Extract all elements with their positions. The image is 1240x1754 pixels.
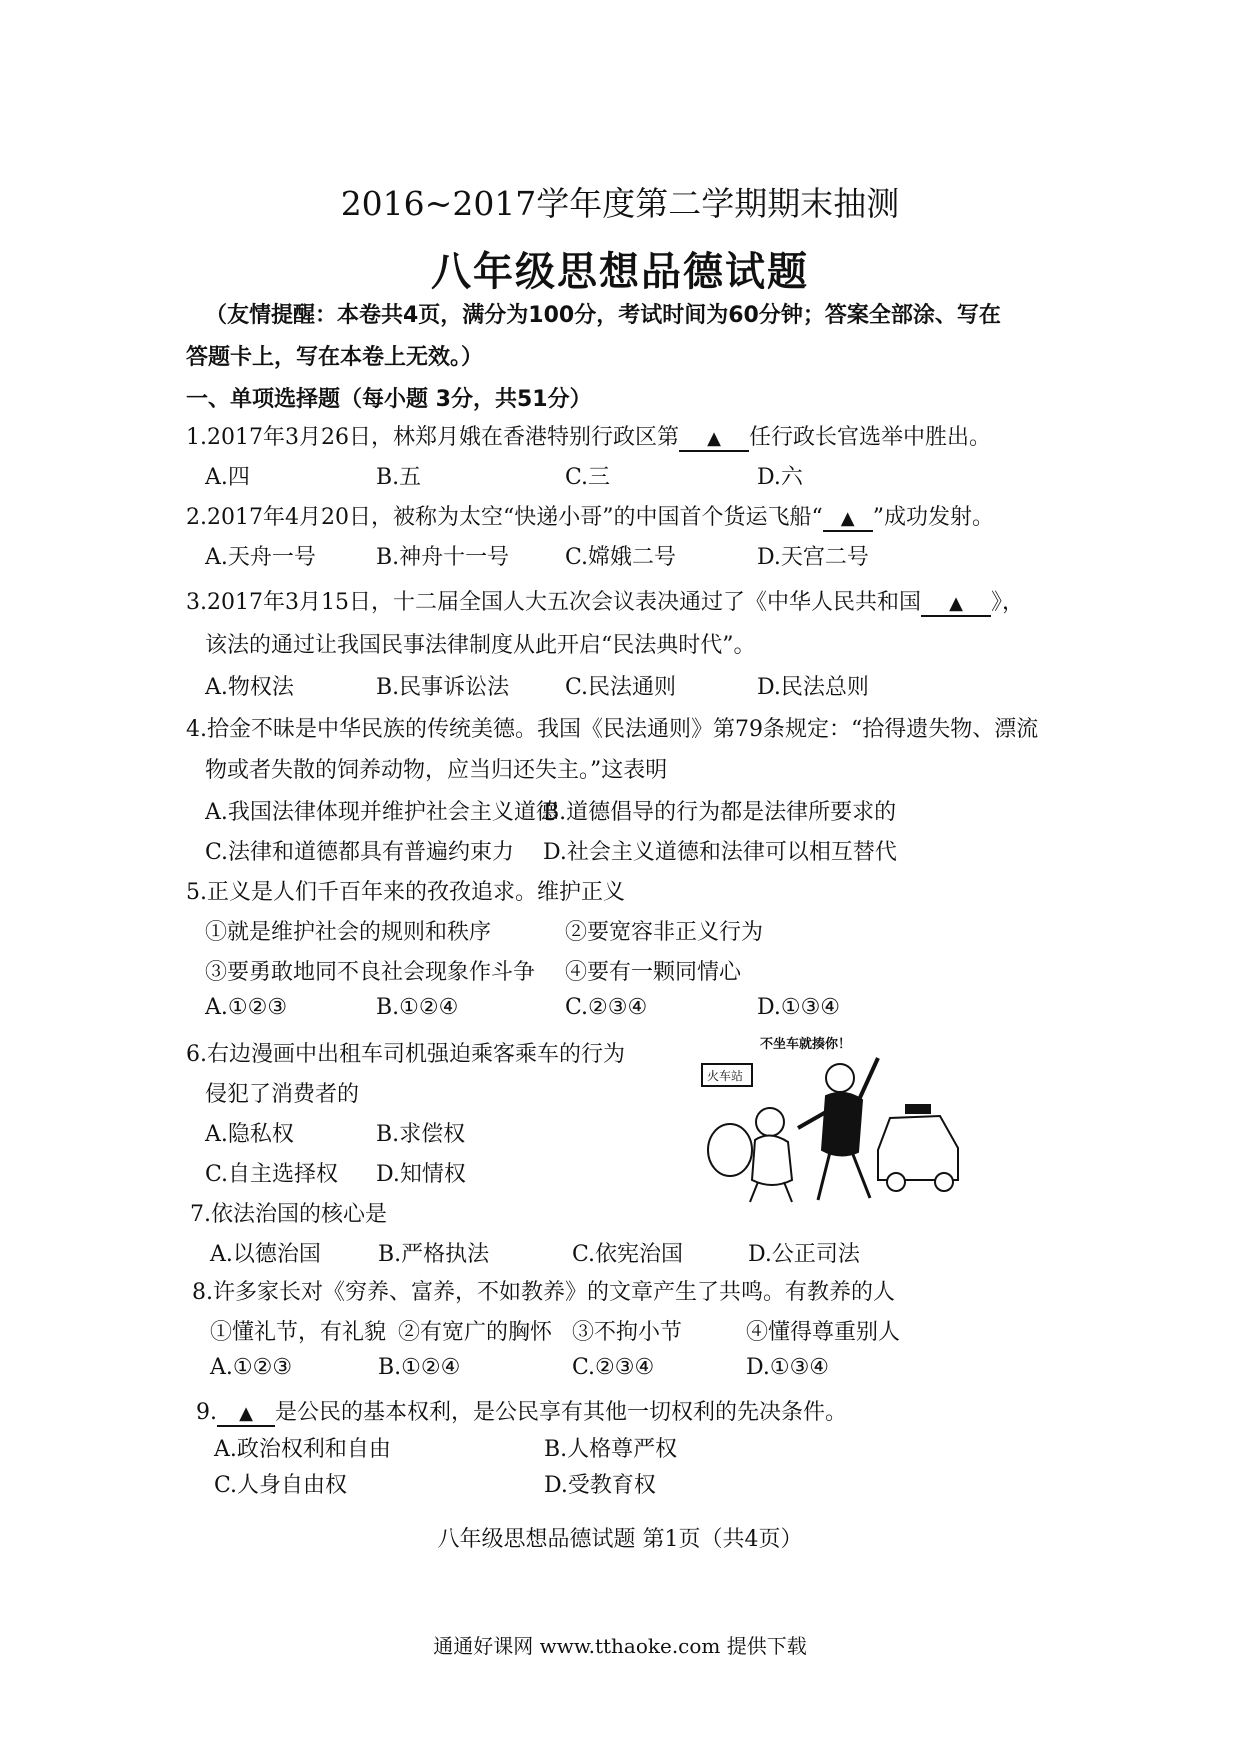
statement-3: ③不拘小节 [572,1320,683,1345]
statement-4: ④要有一颗同情心 [565,960,742,985]
option-b: B.①②④ [378,1355,461,1380]
option-d: D.公正司法 [748,1242,860,1267]
question-1 [186,420,991,452]
question-2-text-start: 2.2017年4月20日，被称为太空“快递小哥”的中国首个货运飞船“ [186,505,823,530]
taxi-wheel [935,1173,953,1191]
question-1-text-start: 1.2017年3月26日，林郑月娥在香港特别行政区第 [186,425,679,450]
exam-subtitle: 八年级思想品德试题 [431,249,809,295]
taxi-cartoon-illustration [700,1030,960,1210]
question-3 [186,585,1024,617]
option-b: B.严格执法 [378,1242,490,1267]
question-2-text-end: ”成功发射。 [872,505,994,530]
question-3-text-start: 3.2017年3月15日，十二届全国人大五次会议表决通过了《中华人民共和国 [186,590,921,615]
option-c: C.②③④ [572,1355,655,1380]
section-title: 一、单项选择题（每小题 3分，共51分） [186,387,592,412]
option-c: C.法律和道德都具有普遍约束力 [205,840,515,865]
option-a: A.政治权利和自由 [214,1437,391,1462]
taxi-wheel [887,1173,905,1191]
page-footer: 八年级思想品德试题 第1页（共4页） [437,1527,803,1552]
option-d: D.天宫二号 [757,545,869,570]
option-a: A.我国法律体现并维护社会主义道德 [205,800,558,825]
blank-triangle-icon: ▲ [707,428,721,449]
question-6: 6.右边漫画中出租车司机强迫乘客乘车的行为 [186,1042,625,1067]
answer-blank [921,590,991,617]
question-9-text: 是公民的基本权利，是公民享有其他一切权利的先决条件。 [275,1400,848,1425]
option-b: B.神舟十一号 [376,545,510,570]
station-sign-label: 火车站 [707,1069,744,1083]
statement-2: ②有宽广的胸怀 [398,1320,553,1345]
option-b: B.人格尊严权 [544,1437,678,1462]
cartoon-caption: 不坐车就揍你！ [760,1037,852,1052]
exam-title: 2016~2017学年度第二学期期末抽测 [340,184,900,223]
blank-triangle-icon: ▲ [949,593,963,614]
answer-blank [217,1400,275,1427]
statement-1: ①就是维护社会的规则和秩序 [205,920,492,945]
question-7: 7.依法治国的核心是 [190,1202,387,1227]
question-8: 8.许多家长对《穷养、富养，不如教养》的文章产生了共鸣。有教养的人 [192,1280,895,1305]
statement-4: ④懂得尊重别人 [746,1320,901,1345]
question-2 [186,500,994,532]
option-b: B.求偿权 [376,1122,466,1147]
option-b: B.①②④ [376,995,459,1020]
luggage-sack [708,1124,752,1176]
question-4: 4.拾金不昧是中华民族的传统美德。我国《民法通则》第79条规定：“拾得遗失物、漂流 [186,717,1039,742]
option-d: D.受教育权 [544,1473,656,1498]
question-5: 5.正义是人们千百年来的孜孜追求。维护正义 [186,880,625,905]
question-9-number: 9. [196,1400,217,1425]
source-credit: 通通好课网 www.tthaoke.com 提供下载 [433,1634,807,1658]
option-b: B.民事诉讼法 [376,675,510,700]
option-c: C.②③④ [565,995,648,1020]
option-d: D.民法总则 [757,675,869,700]
driver-body [822,1093,862,1156]
taxi-roof-sign [905,1104,931,1114]
question-1-text-end: 任行政长官选举中胜出。 [748,425,991,450]
passenger-head [756,1108,784,1136]
question-9 [196,1395,847,1427]
question-6-line-2: 侵犯了消费者的 [205,1082,360,1107]
taxi-car [878,1116,958,1180]
answer-blank [679,425,749,452]
option-a: A.①②③ [210,1355,293,1380]
question-3-line-2: 该法的通过让我国民事法律制度从此开启“民法典时代”。 [205,633,756,658]
blank-triangle-icon: ▲ [239,1403,253,1424]
option-d: D.社会主义道德和法律可以相互替代 [543,840,897,865]
option-a: A.物权法 [205,675,294,700]
statement-1: ①懂礼节，有礼貌 [210,1320,387,1345]
option-c: C.嫦娥二号 [565,545,677,570]
option-a: A.四 [205,465,250,490]
option-d: D.①③④ [757,995,841,1020]
question-4-line-2: 物或者失散的饲养动物，应当归还失主。”这表明 [205,758,668,783]
question-3-text-end: 》， [990,590,1024,615]
statement-2: ②要宽容非正义行为 [565,920,764,945]
option-d: D.六 [757,465,803,490]
passenger-body [752,1135,792,1185]
option-b: B.道德倡导的行为都是法律所要求的 [543,800,897,825]
statement-3: ③要勇敢地同不良社会现象作斗争 [205,960,536,985]
instructions-line-1: （友情提醒：本卷共4页，满分为100分，考试时间为60分钟；答案全部涂、写在 [205,303,1001,328]
option-c: C.依宪治国 [572,1242,684,1267]
option-a: A.以德治国 [210,1242,321,1267]
option-a: A.①②③ [205,995,288,1020]
blank-triangle-icon: ▲ [840,508,855,529]
option-b: B.五 [376,465,422,490]
answer-blank [823,505,873,532]
option-c: C.三 [565,465,611,490]
option-d: D.①③④ [746,1355,830,1380]
option-c: C.民法通则 [565,675,677,700]
option-c: C.人身自由权 [214,1473,348,1498]
option-d: D.知情权 [376,1162,466,1187]
driver-head [826,1064,854,1092]
option-a: A.隐私权 [205,1122,294,1147]
instructions-line-2: 答题卡上，写在本卷上无效。） [186,345,484,370]
driver-legs [818,1152,870,1200]
option-a: A.天舟一号 [205,545,316,570]
option-c: C.自主选择权 [205,1162,339,1187]
